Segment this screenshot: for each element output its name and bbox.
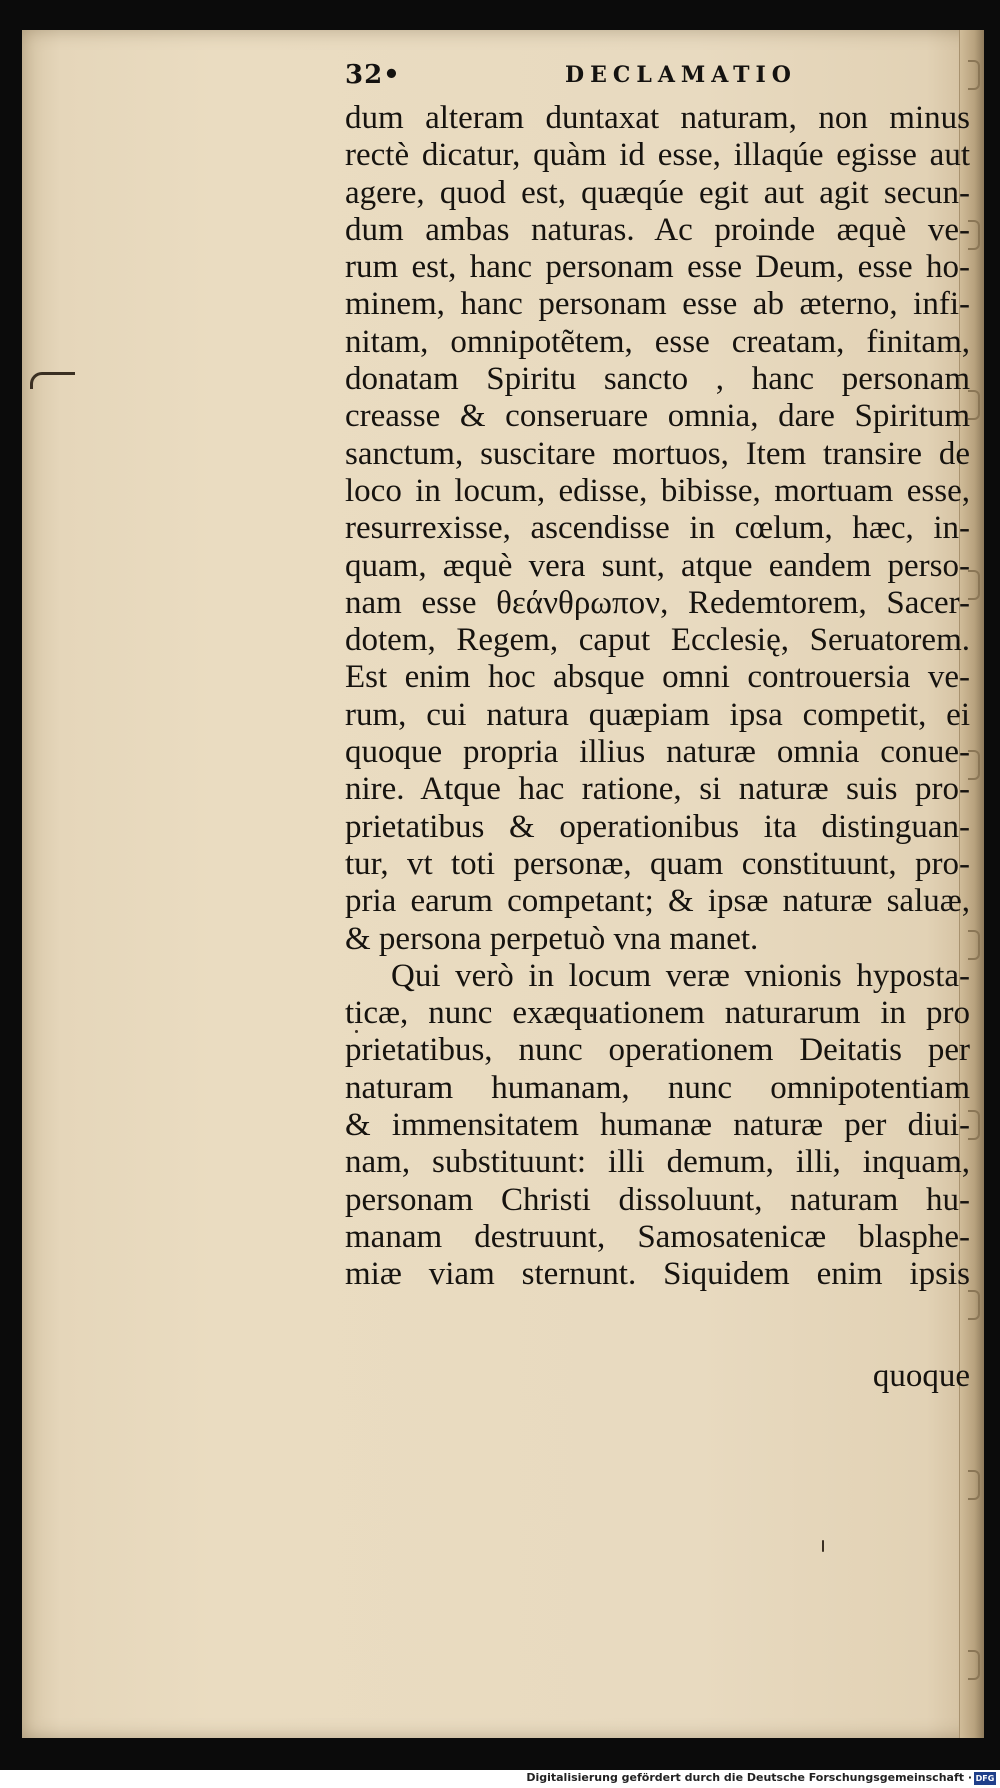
text-line: quoque propria illius naturæ omnia conue- (345, 734, 970, 771)
text-line: miæ viam sternunt. Siquidem enim ipsis (345, 1256, 970, 1293)
footer-bar (0, 1770, 1000, 1788)
gutter-notch (968, 1290, 980, 1320)
text-line: & immensitatem humanæ naturæ per diui- (345, 1107, 970, 1144)
page-number: 32• (345, 60, 401, 90)
gutter-notch (968, 1470, 980, 1500)
text-line: pria earum competant; & ipsæ naturæ saluæ, (345, 883, 970, 920)
text-line: minem, hanc personam esse ab æterno, infi- (345, 286, 970, 323)
text-line: rum est, hanc personam esse Deum, esse ho- (345, 249, 970, 286)
text-line: loco in locum, edisse, bibisse, mortuam esse, (345, 472, 970, 509)
running-head: DECLAMATIO (565, 62, 797, 88)
text-line: nam esse θεάνθρωπον, Redemtorem, Sacer- (345, 584, 970, 621)
page-header (345, 60, 985, 90)
text-line: ticæ, nunc exæquationem naturarum in pro (345, 995, 970, 1032)
text-line: naturam humanam, nunc omnipotentiam (345, 1069, 970, 1106)
text-line: & persona perpetuò vna manet. (345, 920, 759, 957)
text-line: manam destruunt, Samosatenicæ blasphe- (345, 1218, 970, 1255)
dfg-logo: DFG (975, 1774, 995, 1783)
text-line: quam, æquè vera sunt, atque eandem perso- (345, 547, 970, 584)
text-line: rum, cui natura quæpiam ipsa competit, ei (345, 696, 970, 733)
text-line: personam Christi dissoluunt, naturam hu- (345, 1181, 970, 1218)
text-line: Qui verò in locum veræ vnionis hyposta- (391, 957, 970, 994)
text-line: dum ambas naturas. Ac proinde æquè ve- (345, 211, 970, 248)
catchword-row (345, 1358, 970, 1395)
text-line: tur, vt toti personæ, quam constituunt, pro- (345, 845, 970, 882)
text-line: Est enim hoc absque omni controuersia ve- (345, 659, 970, 696)
funding-credit: Digitalisierung gefördert durch die Deutsche Forschungsgemeinschaft · (526, 1771, 972, 1784)
text-line: resurrexisse, ascendisse in cœlum, hæc, in- (345, 510, 970, 547)
text-line: nire. Atque hac ratione, si naturæ suis pro- (345, 771, 970, 808)
text-line: creasse & conseruare omnia, dare Spiritum (345, 398, 970, 435)
gutter-notch (968, 1650, 980, 1680)
text-line: dotem, Regem, caput Ecclesię, Seruatorem. (345, 622, 970, 659)
text-line: nitam, omnipotẽtem, esse creatam, finitam, (345, 323, 970, 360)
text-line: sanctum, suscitare mortuos, Item transire de (345, 435, 970, 472)
text-line: prietatibus, nunc operationem Deitatis per (345, 1032, 970, 1069)
body-text (345, 100, 970, 1294)
text-line: agere, quod est, quæqúe egit aut agit secun- (345, 174, 970, 211)
ink-speck (822, 1540, 824, 1552)
text-line: donatam Spiritu sancto , hanc personam (345, 361, 970, 398)
text-line: prietatibus & operationibus ita distinguan- (345, 808, 970, 845)
margin-ink-mark (30, 372, 75, 389)
text-line: rectè dicatur, quàm id esse, illaqúe egisse aut (345, 137, 970, 174)
text-line: nam, substituunt: illi demum, illi, inquam, (345, 1144, 970, 1181)
text-line: dum alteram duntaxat naturam, non minus (345, 100, 970, 136)
catchword: quoque (872, 1358, 970, 1394)
